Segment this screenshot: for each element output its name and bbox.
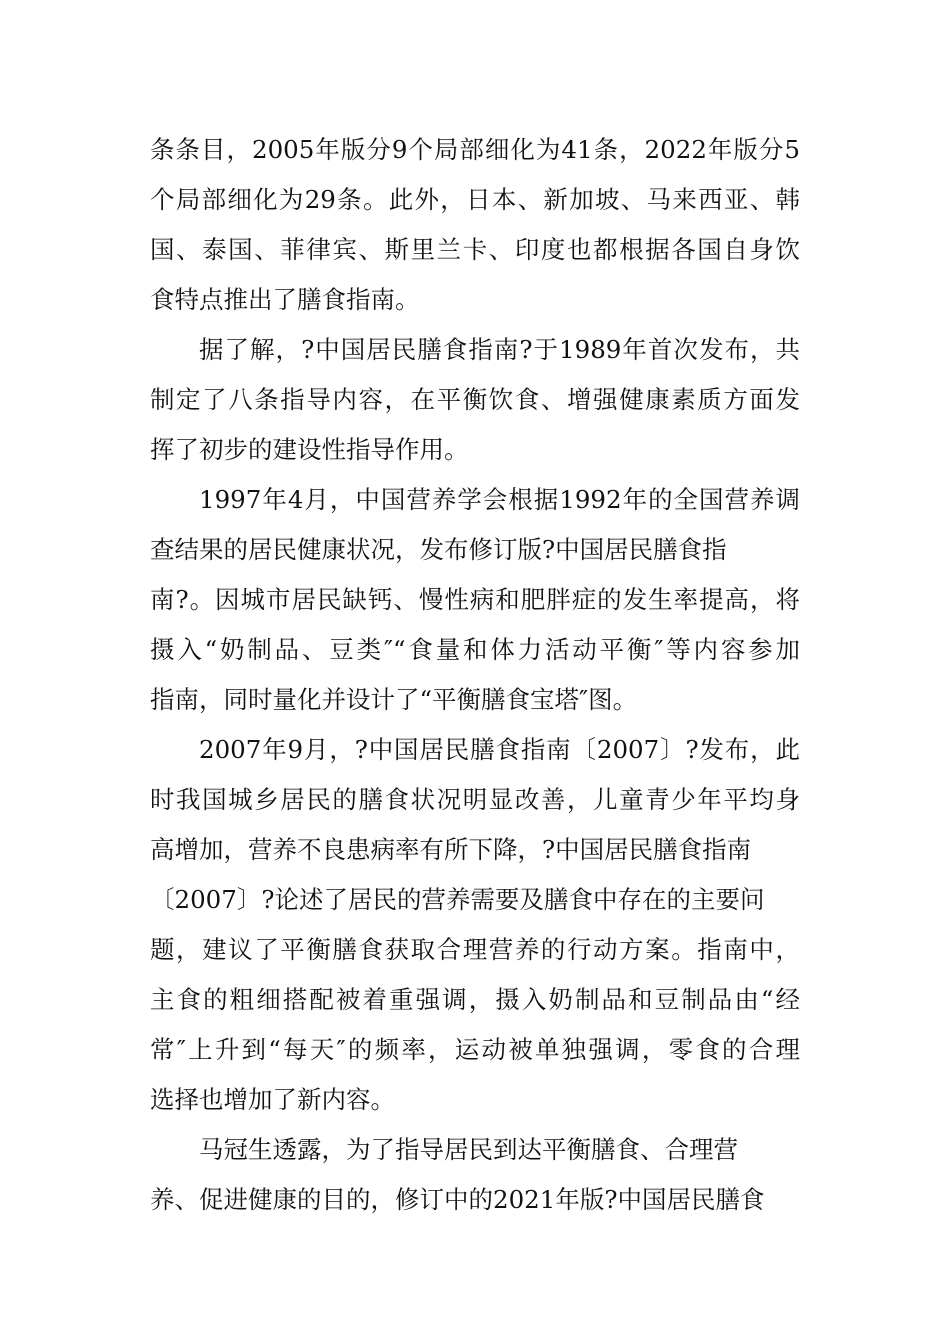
text-line: 南?。因城市居民缺钙、慢性病和肥胖症的发生率提高，将 xyxy=(150,585,800,614)
document-body xyxy=(150,128,800,1228)
text-line: 高增加，营养不良患病率有所下降，?中国居民膳食指南 xyxy=(150,835,752,864)
text-line: 食特点推出了膳食指南。 xyxy=(150,285,420,314)
text-line: 常″上升到“每天″的频率，运动被单独强调，零食的合理 xyxy=(150,1035,800,1064)
text-line: 〔2007〕?论述了居民的营养需要及膳食中存在的主要问 xyxy=(150,885,765,914)
text-line: 个局部细化为29条。此外，日本、新加坡、马来西亚、韩 xyxy=(150,185,800,214)
text-line: 养、促进健康的目的，修订中的2021年版?中国居民膳食 xyxy=(150,1185,765,1214)
text-line: 查结果的居民健康状况，发布修订版?中国居民膳食指 xyxy=(150,535,727,564)
text-line: 指南，同时量化并设计了“平衡膳食宝塔″图。 xyxy=(150,685,638,714)
text-line: 挥了初步的建设性指导作用。 xyxy=(150,435,469,464)
text-line: 马冠生透露，为了指导居民到达平衡膳食、合理营 xyxy=(199,1135,738,1164)
text-line: 据了解，?中国居民膳食指南?于1989年首次发布，共 xyxy=(199,335,800,364)
text-line: 国、泰国、菲律宾、斯里兰卡、印度也都根据各国自身饮 xyxy=(150,235,800,264)
text-line: 条条目，2005年版分9个局部细化为41条，2022年版分5 xyxy=(150,135,800,164)
text-line: 题，建议了平衡膳食获取合理营养的行动方案。指南中， xyxy=(150,935,800,964)
text-line: 2007年9月，?中国居民膳食指南〔2007〕?发布，此 xyxy=(199,735,800,764)
text-line: 摄入“奶制品、豆类″“食量和体力活动平衡″等内容参加 xyxy=(150,635,800,664)
text-line: 制定了八条指导内容，在平衡饮食、增强健康素质方面发 xyxy=(150,385,800,414)
text-line: 主食的粗细搭配被着重强调，摄入奶制品和豆制品由“经 xyxy=(150,985,800,1014)
text-line: 1997年4月，中国营养学会根据1992年的全国营养调 xyxy=(199,485,800,514)
text-line: 选择也增加了新内容。 xyxy=(150,1085,395,1114)
text-line: 时我国城乡居民的膳食状况明显改善，儿童青少年平均身 xyxy=(150,785,800,814)
